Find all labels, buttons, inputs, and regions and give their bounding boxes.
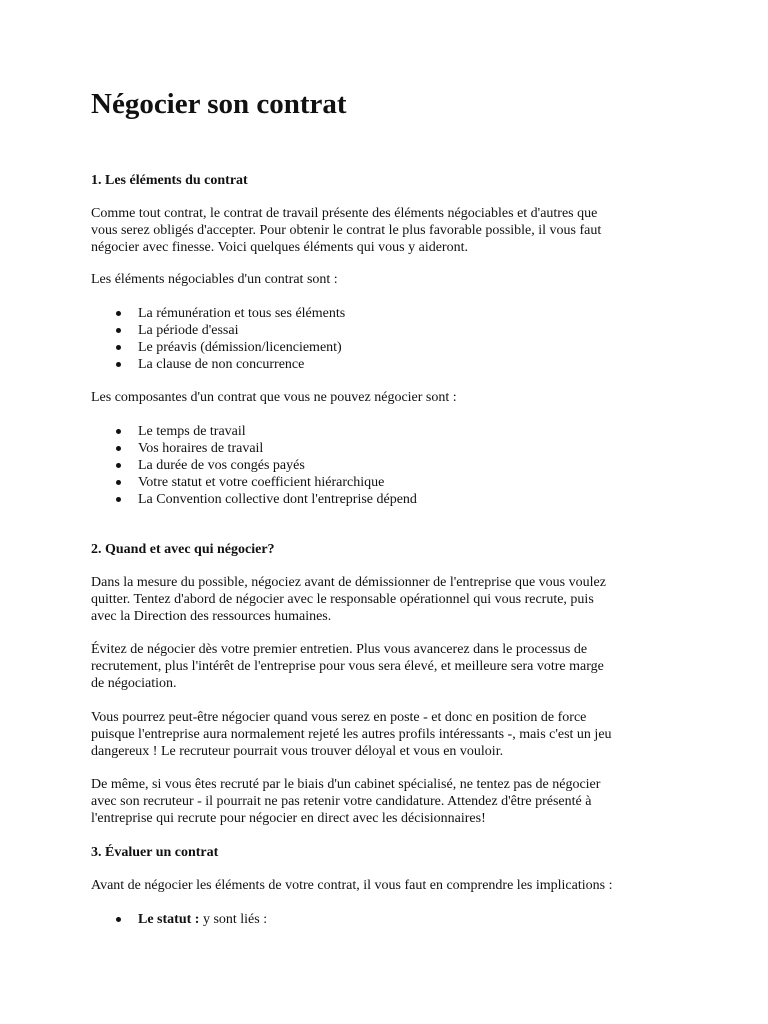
section3-intro: Avant de négocier les éléments de votre contrat, il vous faut en comprendre les implications : (91, 878, 613, 893)
section-heading-3: 3. Évaluer un contrat (91, 845, 219, 860)
section-heading-1: 1. Les éléments du contrat (91, 173, 248, 188)
text-line: Vous pourrez peut-être négocier quand vous serez en poste - et donc en position de force (91, 710, 587, 725)
text-line: l'entreprise qui recrute pour négocier en direct avec les décisionnaires! (91, 811, 486, 826)
text-line: Évitez de négocier dès votre premier entretien. Plus vous avancerez dans le processus de (91, 642, 588, 657)
text-line: Comme tout contrat, le contrat de travail présente des éléments négociables et d'autres que (91, 206, 598, 221)
bullet-icon (116, 311, 121, 316)
section1-intro-paragraph (91, 205, 691, 256)
bullet-icon (116, 917, 121, 922)
list-item: Le préavis (démission/licenciement) (91, 339, 691, 356)
item-text: y sont liés : (199, 912, 268, 927)
list-item: La durée de vos congés payés (91, 457, 691, 474)
list-item (91, 911, 691, 928)
text-line: de négociation. (91, 676, 177, 691)
text-line: vous serez obligés d'accepter. Pour obtenir le contrat le plus favorable possible, il vous faut (91, 223, 602, 238)
text-line: quitter. Tentez d'abord de négocier avec le responsable opérationnel qui vous recrute, puis (91, 592, 594, 607)
page-title: Négocier son contrat (91, 88, 347, 120)
list-item: La rémunération et tous ses éléments (91, 305, 691, 322)
negotiable-list (91, 305, 691, 373)
bullet-icon (116, 345, 121, 350)
text-line: dangereux ! Le recruteur pourrait vous trouver déloyal et vous en vouloir. (91, 744, 504, 759)
section2-paragraph-3 (91, 709, 691, 760)
bullet-icon (116, 446, 121, 451)
section2-paragraph-4 (91, 776, 691, 827)
list-item: La Convention collective dont l'entreprise dépend (91, 491, 691, 508)
section2-paragraph-2 (91, 641, 691, 692)
list-item: Le temps de travail (91, 423, 691, 440)
text-line: recrutement, plus l'intérêt de l'entreprise pour vous sera élevé, et meilleure sera votre marge (91, 659, 604, 674)
bullet-icon (116, 429, 121, 434)
text-line: Dans la mesure du possible, négociez avant de démissionner de l'entreprise que vous voulez (91, 575, 606, 590)
list-item: La clause de non concurrence (91, 356, 691, 373)
non-negotiable-intro: Les composantes d'un contrat que vous ne pouvez négocier sont : (91, 390, 457, 405)
text-line: avec la Direction des ressources humaines. (91, 609, 332, 624)
item-label: Le statut : (138, 912, 200, 927)
text-line: avec son recruteur - il pourrait ne pas retenir votre candidature. Attendez d'être présenté à (91, 794, 592, 809)
text-line: De même, si vous êtes recruté par le biais d'un cabinet spécialisé, ne tentez pas de négocier (91, 777, 601, 792)
text-line: puisque l'entreprise aura normalement rejeté les autres profils intéressants -, mais c'est un jeu (91, 727, 612, 742)
list-item: La période d'essai (91, 322, 691, 339)
bullet-icon (116, 480, 121, 485)
bullet-icon (116, 463, 121, 468)
negotiable-intro: Les éléments négociables d'un contrat sont : (91, 272, 338, 287)
section2-paragraph-1 (91, 574, 691, 625)
list-item: Votre statut et votre coefficient hiérarchique (91, 474, 691, 491)
list-item: Vos horaires de travail (91, 440, 691, 457)
bullet-icon (116, 497, 121, 502)
bullet-icon (116, 328, 121, 333)
text-line: négocier avec finesse. Voici quelques éléments qui vous y aideront. (91, 240, 468, 255)
non-negotiable-list (91, 423, 691, 508)
section-heading-2: 2. Quand et avec qui négocier? (91, 542, 275, 557)
evaluation-list (91, 911, 691, 928)
bullet-icon (116, 362, 121, 367)
